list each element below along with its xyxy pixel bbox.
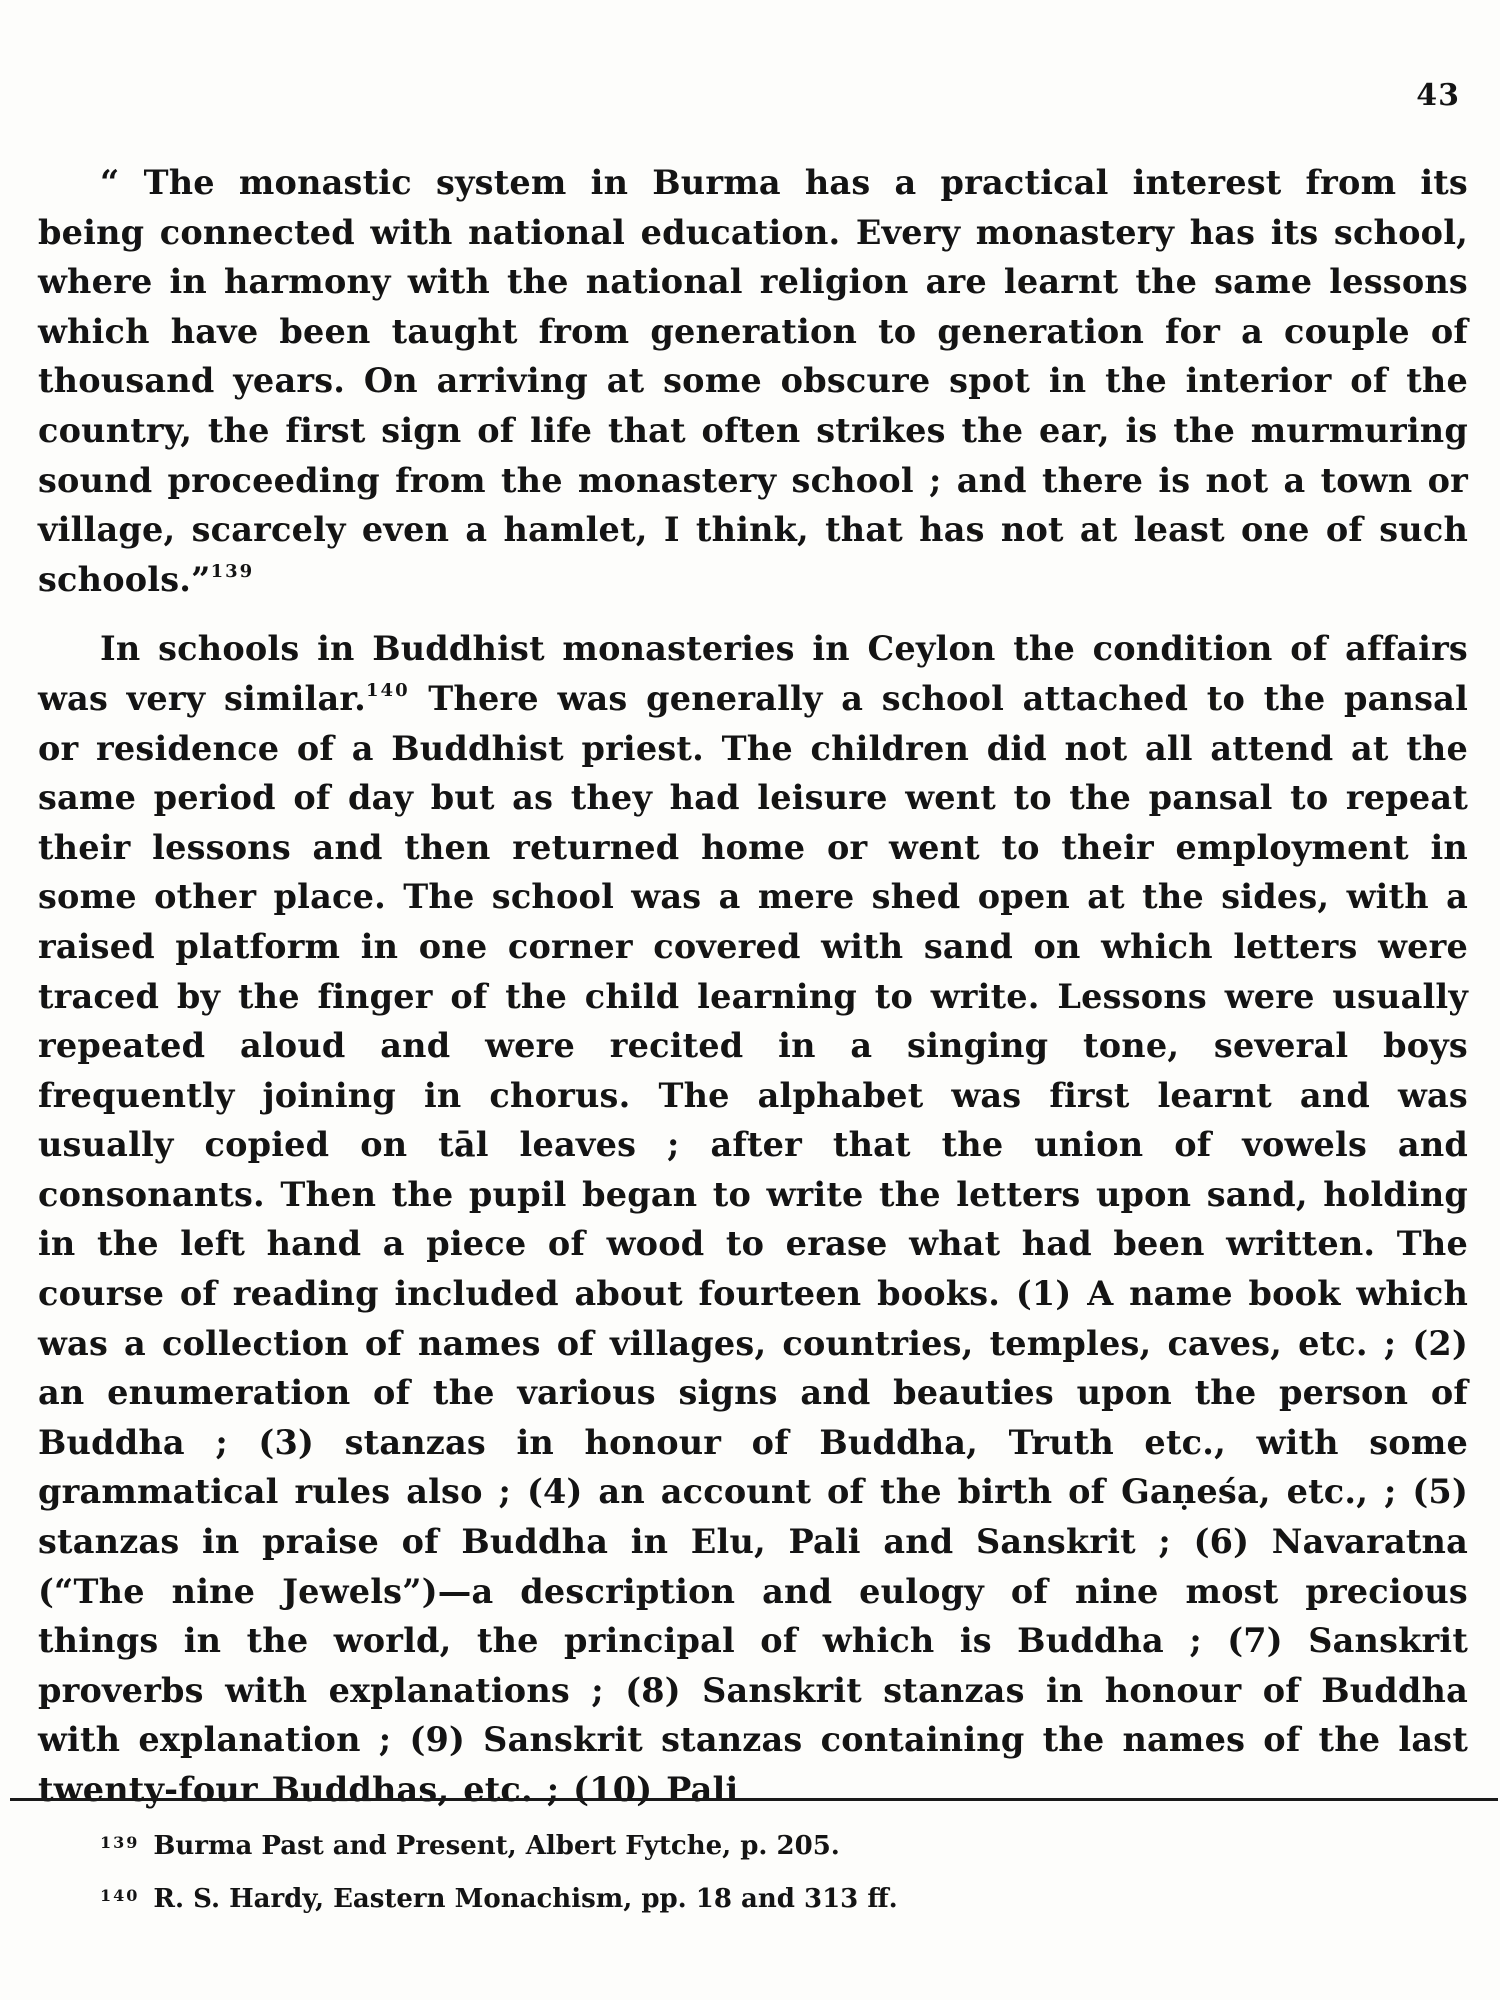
paragraph-ceylon — [38, 624, 1468, 1814]
footnote-ref-139: 139 — [210, 560, 255, 582]
footnote-140 — [100, 1871, 1400, 1924]
footnote-mark: 140 — [100, 1886, 140, 1905]
page-number: 43 — [1416, 78, 1460, 113]
footnote-139 — [100, 1818, 1400, 1871]
paragraph-quote-text: “ The monastic system in Burma has a practical interest from its being connected with national education. Every monastery has its school, where in harmony with the national religion are learnt the same lessons which have been taught from generation to generation for a couple of thousand years. On arriving at some obscure spot in the interior of the country, the first sign of life that often strikes the ear, is the murmuring sound proceeding from the monastery school ; and there is not a town or village, scarcely even a hamlet, I think, that has not at least one of such schools.” — [38, 163, 1468, 599]
footnote-divider — [10, 1798, 1498, 1801]
footnote-text: Burma Past and Present, Albert Fytche, p. 205. — [153, 1831, 840, 1861]
body-text — [38, 158, 1468, 1815]
footnotes — [100, 1818, 1400, 1924]
footnote-ref-140: 140 — [366, 679, 410, 701]
paragraph-quote — [38, 158, 1468, 604]
footnote-mark: 139 — [100, 1833, 140, 1852]
paragraph-ceylon-text-before: In schools in Buddhist monasteries in Ceylon the condition of affairs was very similar. — [38, 629, 1468, 718]
paragraph-ceylon-text-after: There was generally a school attached to the pansal or residence of a Buddhist priest. The children did not all attend at the same period of day but as they had leisure went to the pansal to repeat their lessons and then returned home or went to their employment in some other place. The school was a mere shed open at the sides, with a raised platform in one corner covered with sand on which letters were traced by the finger of the child learning to write. Lessons were usually repeated aloud and were recited in a singing tone, several boys frequently joining in chorus. The alphabet was first learnt and was usually copied on tāl leaves ; after that the union of vowels and consonants. Then the pupil began to write the letters upon sand, holding in the left hand a piece of wood to erase what had been written. The course of reading included about fourteen books. (1) A name book which was a collection of names of villages, countries, temples, caves, etc. ; (2) an enumeration of the various signs and beauties upon the person of Buddha ; (3) stanzas in honour of Buddha, Truth etc., with some grammatical rules also ; (4) an account of the birth of Gaṇeśa, etc., ; (5) stanzas in praise of Buddha in Elu, Pali and Sanskrit ; (6) Navaratna (“The nine Jewels”)—a description and eulogy of nine most precious things in the world, the principal of which is Buddha ; (7) Sanskrit proverbs with explanations ; (8) Sanskrit stanzas in honour of Buddha with explanation ; (9) Sanskrit stanzas containing the names of the last twenty-four Buddhas, etc. ; (10) Pali — [38, 678, 1469, 1809]
footnote-text: R. S. Hardy, Eastern Monachism, pp. 18 and 313 ff. — [153, 1884, 898, 1914]
